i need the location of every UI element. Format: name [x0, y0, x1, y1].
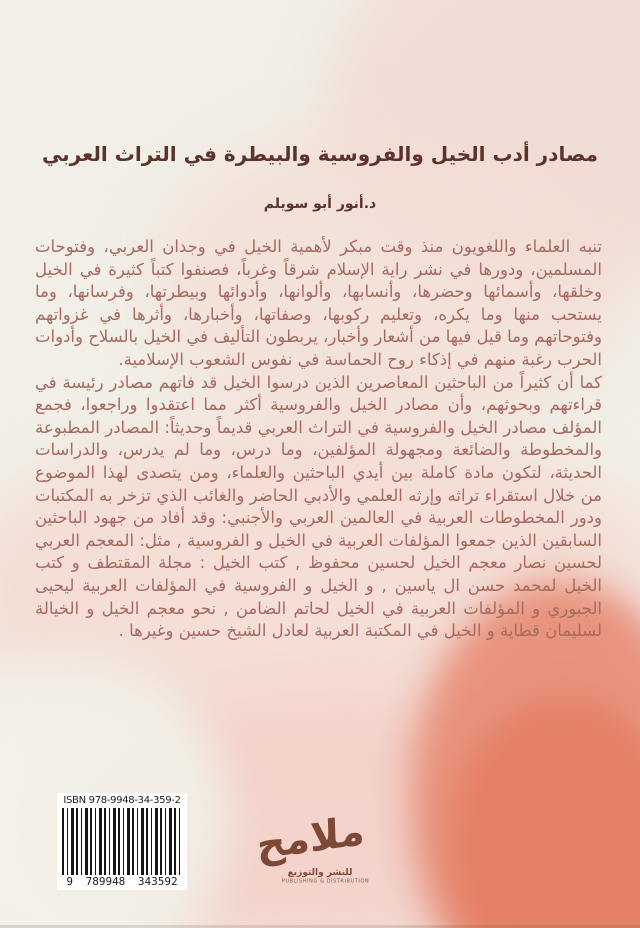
synopsis-paragraph-2: كما أن كثيراً من الباحثين المعاصرين الذين درسوا الخيل قد فاتهم مصادر رئيسة في قراءتهم وبحوثهم، وأن مصادر الخيل والفروسية أكثر مما اعتقدوا وراجعوا، فجمع المؤلف مصادر الخيل والفروسية في التراث العربي قديماً وحديثاً: المصادر المطبوعة والمخطوطة والضائعة ومجهولة المؤلفين، وما درس، وما لم يدرس، والدراسات الحديثة، لتكون مادة كاملة بين أيدي الباحثين والعلماء، ومن يتصدى لهذا الموضوع من خلال استقراء تراثه وإرثه العلمي والأدبي الحاضر والغائب الذي تزخر به المكتبات ودور المخطوطات العربية في العالمين العربي والأجنبي: وقد أفاد من جهود الباحثين السابقين الذين جمعوا المؤلفات العربية في الخيل و الفروسية , مثل: المعجم العربي لحسين نصار معجم الخيل لحسين محفوظ , كتب الخيل : مجلة المقتطف و كتب الخيل لمحمد حسن ال ياسين , و الخيل و الفروسية في المؤلفات العربية ليحيى الجبوري و المؤلفات العربية في الخيل لحاتم الضامن , نحو معجم الخيل و الخيالة لسليمان قطاية و الخيل في المكتبة العربية لعادل الشيخ حسين وغيرها .: [35, 372, 602, 641]
book-title: مصادر أدب الخيل والفروسية والبيطرة في التراث العربي: [41, 142, 599, 166]
barcode-bars: [62, 808, 182, 875]
isbn-barcode: [57, 793, 187, 890]
publisher-calligraphy-icon: ملامح: [256, 807, 366, 869]
author-name: د.أنور أبو سويلم: [263, 196, 377, 212]
publisher-tagline-english: PUBLISHING & DISTRIBUTION: [281, 878, 370, 884]
publisher-tagline-arabic: للنشر والتوزيع: [287, 868, 353, 878]
synopsis-text: [35, 236, 602, 643]
synopsis-paragraph-1: تنبه العلماء واللغويون منذ وقت مبكر لأهمية الخيل في وجدان العربي، وفتوحات المسلمين، ودورها في نشر راية الإسلام شرقاً وغرباً، فصنفوا كتباً كثيرة في الخيل وخلقها، وأسمائها وحضرها، وأنسابها، وألوانها، وأدوائها وبيطرتها، وفرسانها، وما يستحب منها وما يكره، وتعليم ركوبها، وصفاتها، وأخبارها، وأثرها في غزواتهم وفتوحاتهم وما قيل فيها من أشعار وأخبار، يربطون التأليف في الخيل بالسلاح وأدوات الحرب رغبة منهم في إذكاء روح الحماسة في نفوس الشعوب الإسلامية.: [35, 237, 602, 369]
isbn-number-label: ISBN 978-9948-34-359-2: [63, 795, 181, 806]
isbn-digits: 9 789948 343592: [66, 875, 178, 888]
publisher-logo: [256, 807, 370, 885]
